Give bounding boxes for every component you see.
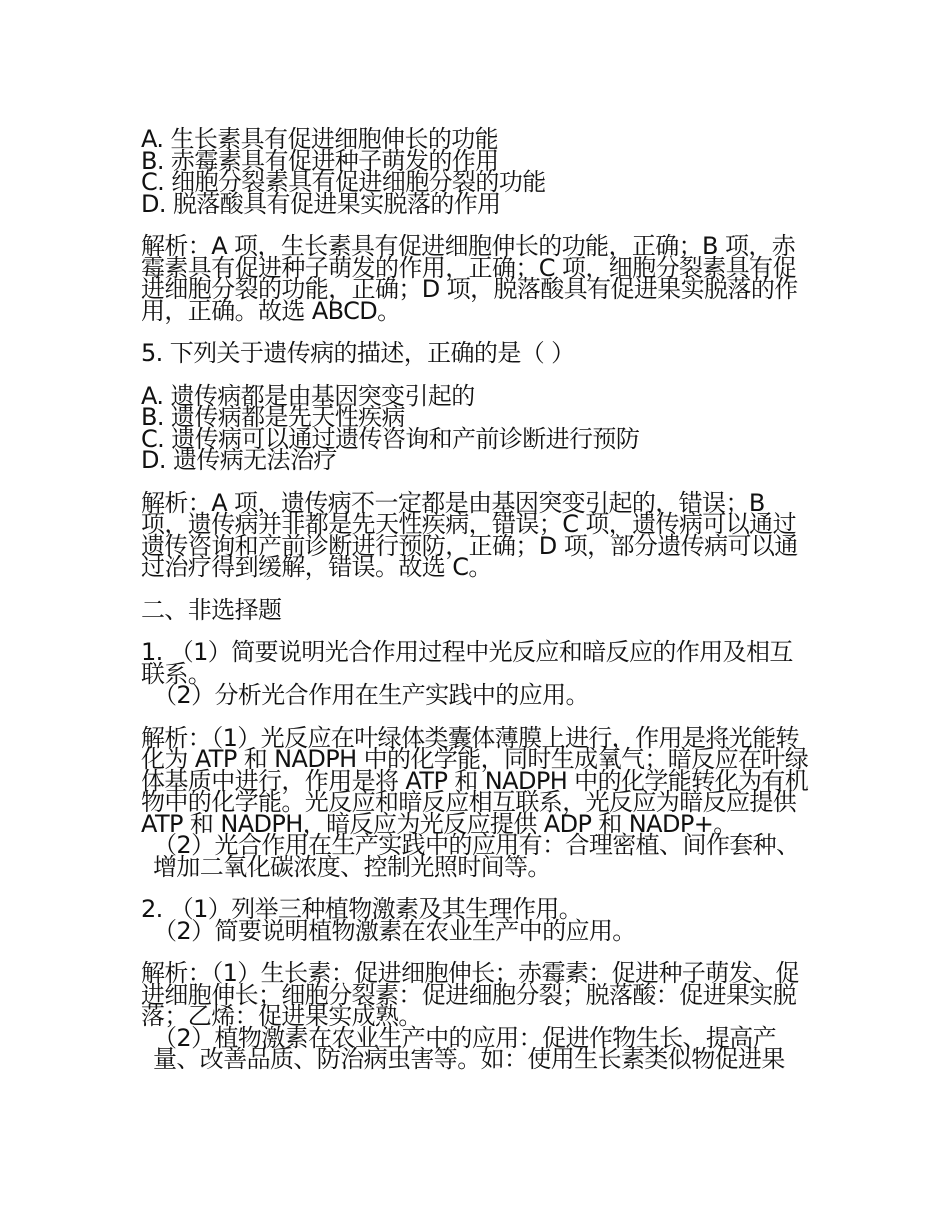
nq2-analysis-part1: 解析：（1）生长素：促进细胞伸长；赤霉素：促进种子萌发、促进细胞伸长；细胞分裂素：促进细胞分裂；脱落酸：促进果实脱落；乙烯：促进果实成熟。 [141,959,799,1030]
document-content [141,125,813,1092]
q4-option-d: D. 脱落酸具有促进果实脱落的作用 [141,189,501,218]
nq1-analysis-part2: （2）光合作用在生产实践中的应用有：合理密植、间作套种、增加二氧化碳浓度、控制光照时间等。 [153,831,800,881]
q4-option-c: C. 细胞分裂素具有促进细胞分裂的功能 [141,168,546,196]
q4-options [141,125,813,218]
nq2-question [141,895,813,945]
nq1-question [141,638,813,709]
nq2-analysis [141,959,813,1073]
nq2-part1: 2. （1）列举三种植物激素及其生理作用。 [141,895,583,923]
q5-analysis: 解析：A 项，遗传病不一定都是由基因突变引起的，错误；B 项，遗传病并非都是先天性疾病，错误；C 项，遗传病可以通过遗传咨询和产前诊断进行预防，正确；D 项，部分遗传病可以通过治疗得到缓解，错误。故选 C。 [141,488,798,581]
nq2-analysis-part2: （2）植物激素在农业生产中的应用：促进作物生长、提高产量、改善品质、防治病虫害等。如：使用生长素类似物促进果 [153,1023,785,1073]
q5-option-c: C. 遗传病可以通过遗传咨询和产前诊断进行预防 [141,424,640,453]
nq1-analysis-part1: 解析：（1）光反应在叶绿体类囊体薄膜上进行，作用是将光能转化为 ATP 和 NADPH 中的化学能，同时生成氧气；暗反应在叶绿体基质中进行，作用是将 ATP 和 NADPH 中的化学能转化为有机物中的化学能。光反应和暗反应相互联系，光反应为暗反应提供 ATP 和 NADPH，暗反应为光反应提供 ADP 和 NADP+。 [141,723,809,838]
section-heading: 二、非选择题 [141,595,282,624]
q5-options [141,381,813,474]
q5-option-b: B. 遗传病都是先天性疾病 [141,403,405,431]
q4-option-a: A. 生长素具有促进细胞伸长的功能 [141,125,499,153]
q5-question: 5. 下列关于遗传病的描述，正确的是（ ） [141,339,575,367]
q4-option-b: B. 赤霉素具有促进种子萌发的作用 [141,146,499,175]
nq1-part2: （2）分析光合作用在生产实践中的应用。 [153,681,589,709]
nq2-part2: （2）简要说明植物激素在农业生产中的应用。 [153,916,636,945]
q5-option-d: D. 遗传病无法治疗 [141,446,337,474]
nq1-part1: 1. （1）简要说明光合作用过程中光反应和暗反应的作用及相互联系。 [141,638,793,688]
nq1-analysis [141,723,813,881]
q4-analysis: 解析：A 项，生长素具有促进细胞伸长的功能，正确；B 项，赤霉素具有促进种子萌发的作用，正确；C 项，细胞分裂素具有促进细胞分裂的功能，正确；D 项，脱落酸具有促进果实脱落的作用，正确。故选 ABCD。 [141,232,798,325]
q5-option-a: A. 遗传病都是由基因突变引起的 [141,381,475,410]
